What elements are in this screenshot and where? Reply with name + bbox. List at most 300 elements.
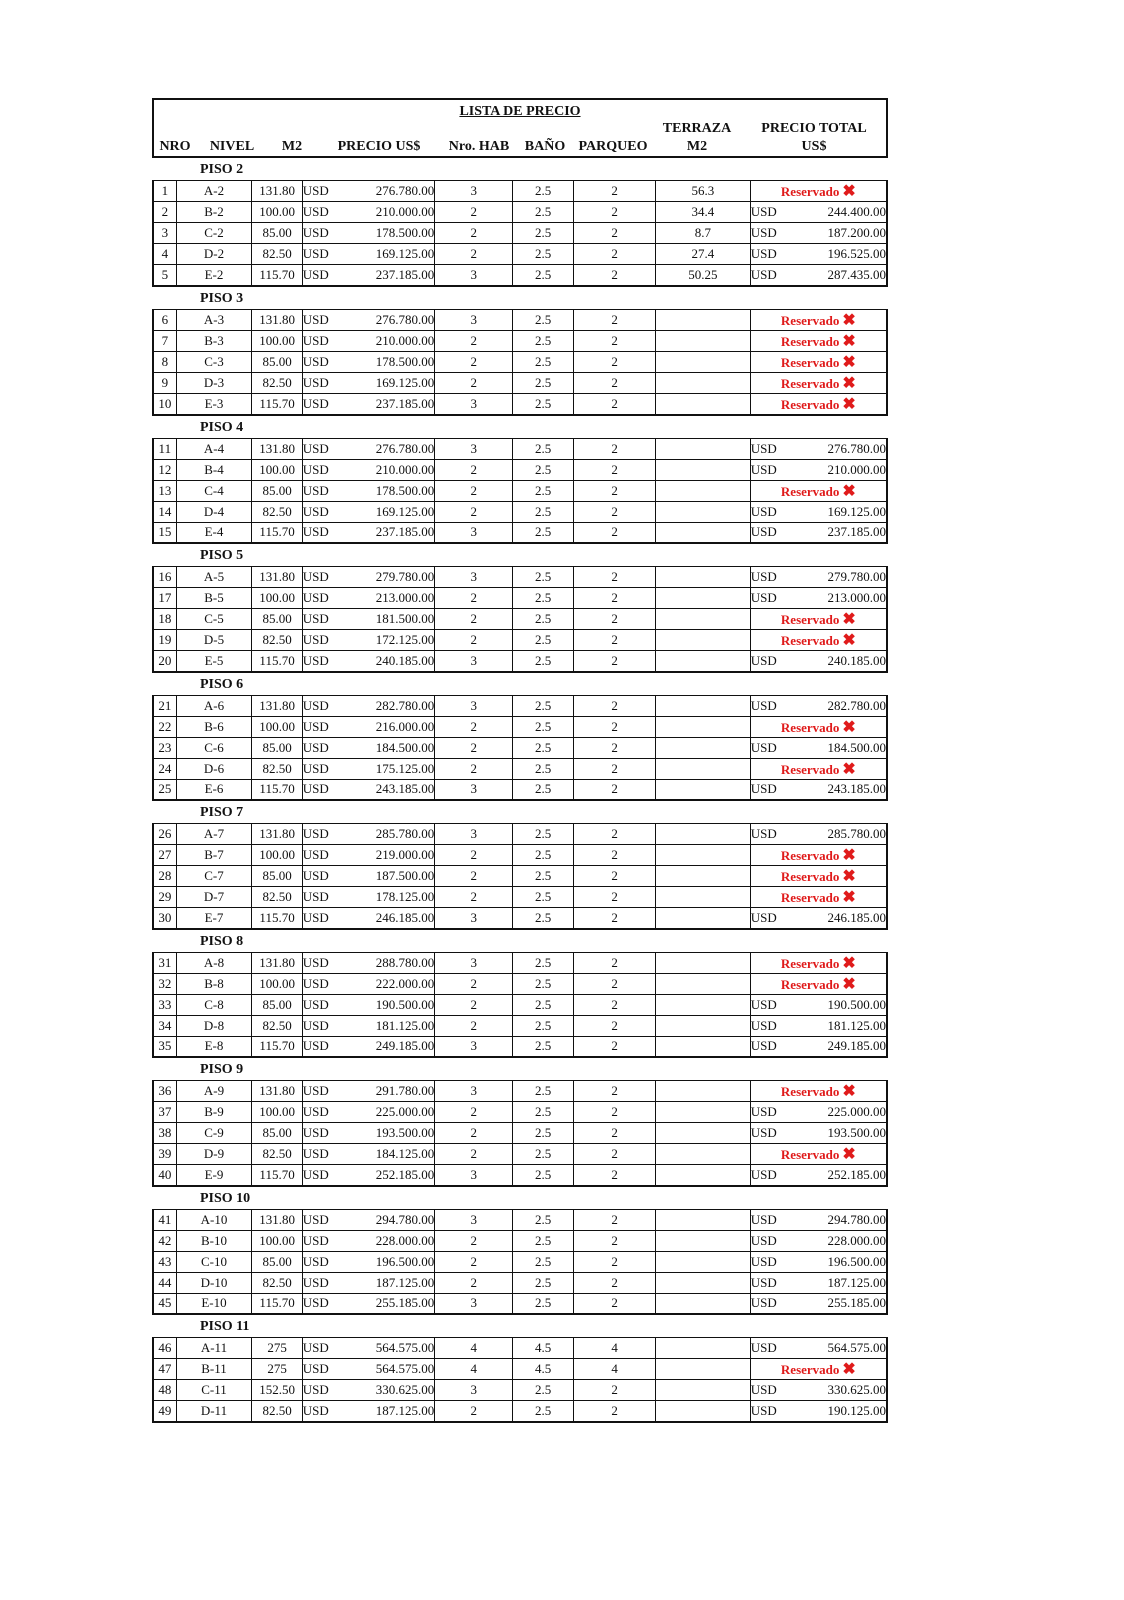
price-amount: 276.780.00	[375, 311, 435, 327]
header-total-line2: US$	[801, 139, 827, 154]
cell-parqueo: 2	[574, 695, 656, 716]
cell-precio	[302, 1144, 434, 1165]
cell-bano: 2.5	[513, 330, 574, 351]
cell-parqueo: 2	[574, 522, 656, 543]
cell-bano: 2.5	[513, 609, 574, 630]
price-amount: 279.780.00	[375, 569, 435, 584]
cell-terraza	[656, 522, 751, 543]
cell-parqueo: 2	[574, 1123, 656, 1144]
floor-label: PISO 2	[200, 162, 244, 177]
cell-m2: 131.80	[252, 695, 302, 716]
cell-total-reserved	[750, 480, 887, 501]
cell-precio	[302, 1081, 434, 1102]
cell-nro: 4	[153, 244, 176, 265]
cell-parqueo: 4	[574, 1338, 656, 1359]
cell-m2: 85.00	[252, 223, 302, 244]
cell-nro: 22	[153, 716, 176, 737]
cell-hab: 2	[435, 1102, 513, 1123]
cell-m2: 131.80	[252, 567, 302, 588]
cell-precio	[302, 973, 434, 994]
cell-hab: 2	[435, 1144, 513, 1165]
cell-hab: 3	[435, 181, 513, 202]
cell-bano: 2.5	[513, 824, 574, 845]
cell-precio	[302, 695, 434, 716]
cell-total-reserved	[750, 330, 887, 351]
cell-terraza	[656, 716, 751, 737]
table-row	[153, 1272, 887, 1293]
cell-hab: 3	[435, 1165, 513, 1186]
cell-total	[750, 1102, 887, 1123]
cell-terraza	[656, 1081, 751, 1102]
cell-bano: 2.5	[513, 351, 574, 372]
cell-precio	[302, 779, 434, 800]
cell-total-reserved	[750, 1359, 887, 1380]
table-row	[153, 1081, 887, 1102]
cell-terraza: 34.4	[656, 202, 751, 223]
cell-bano: 2.5	[513, 758, 574, 779]
price-amount: 210.000.00	[375, 332, 435, 348]
cell-m2: 85.00	[252, 994, 302, 1015]
cell-m2: 115.70	[252, 265, 302, 286]
cell-m2: 82.50	[252, 372, 302, 393]
table-row	[153, 651, 887, 672]
cell-bano: 2.5	[513, 1144, 574, 1165]
cell-total	[750, 1401, 887, 1422]
cell-total	[750, 1272, 887, 1293]
price-amount: 178.500.00	[375, 353, 435, 369]
close-icon: ✖	[842, 353, 856, 371]
cell-bano: 2.5	[513, 1230, 574, 1251]
cell-nivel: D-7	[176, 887, 252, 908]
cell-parqueo: 2	[574, 1015, 656, 1036]
cell-hab: 2	[435, 351, 513, 372]
cell-total	[750, 994, 887, 1015]
cell-bano: 2.5	[513, 181, 574, 202]
price-amount: 190.500.00	[375, 996, 435, 1012]
cell-m2: 115.70	[252, 1293, 302, 1314]
cell-bano: 4.5	[513, 1359, 574, 1380]
cell-nro: 23	[153, 737, 176, 758]
currency-label: USD	[750, 909, 777, 925]
cell-nivel: E-7	[176, 908, 252, 929]
cell-bano: 2.5	[513, 845, 574, 866]
cell-hab: 2	[435, 1272, 513, 1293]
cell-nro: 19	[153, 630, 176, 651]
reserved-label: Reservado	[780, 333, 840, 349]
cell-terraza	[656, 1123, 751, 1144]
cell-parqueo: 2	[574, 1036, 656, 1057]
cell-nivel: A-6	[176, 695, 252, 716]
total-amount: 196.500.00	[827, 1253, 886, 1269]
currency-label: USD	[302, 246, 329, 261]
cell-precio	[302, 309, 434, 330]
currency-label: USD	[302, 652, 329, 668]
cell-hab: 3	[435, 393, 513, 415]
cell-hab: 2	[435, 202, 513, 223]
cell-hab: 2	[435, 244, 513, 265]
cell-nro: 1	[153, 181, 176, 202]
cell-bano: 4.5	[513, 1338, 574, 1359]
cell-terraza	[656, 393, 751, 415]
currency-label: USD	[302, 353, 329, 369]
cell-total-reserved	[750, 181, 887, 202]
cell-nro: 49	[153, 1401, 176, 1422]
cell-precio	[302, 223, 434, 244]
cell-terraza	[656, 824, 751, 845]
price-amount: 196.500.00	[375, 1253, 435, 1269]
cell-total-reserved	[750, 351, 887, 372]
cell-parqueo: 2	[574, 309, 656, 330]
cell-precio	[302, 1165, 434, 1186]
cell-terraza	[656, 1338, 751, 1359]
cell-nivel: D-5	[176, 630, 252, 651]
cell-hab: 4	[435, 1338, 513, 1359]
cell-parqueo: 4	[574, 1359, 656, 1380]
cell-m2: 82.50	[252, 501, 302, 522]
cell-terraza	[656, 779, 751, 800]
floor-table	[152, 695, 888, 802]
price-amount: 210.000.00	[375, 461, 435, 477]
floor-label: PISO 10	[200, 1190, 251, 1206]
price-amount: 184.125.00	[375, 1146, 435, 1161]
cell-m2: 275	[252, 1359, 302, 1380]
cell-terraza	[656, 887, 751, 908]
cell-parqueo: 2	[574, 1293, 656, 1314]
price-amount: 219.000.00	[375, 847, 435, 862]
cell-nivel: E-5	[176, 651, 252, 672]
cell-total	[750, 737, 887, 758]
cell-total	[750, 1380, 887, 1401]
header-terraza	[652, 120, 742, 156]
price-amount: 285.780.00	[375, 826, 435, 841]
total-amount: 193.500.00	[827, 1125, 886, 1140]
cell-bano: 2.5	[513, 952, 574, 973]
cell-bano: 2.5	[513, 501, 574, 522]
table-row	[153, 1401, 887, 1422]
table-row	[153, 1359, 887, 1380]
currency-label: USD	[302, 1211, 329, 1227]
cell-parqueo: 2	[574, 1209, 656, 1230]
header-precio: PRECIO US$	[337, 139, 421, 154]
cell-m2: 82.50	[252, 1015, 302, 1036]
close-icon: ✖	[842, 1361, 856, 1378]
cell-nro: 3	[153, 223, 176, 244]
currency-label: USD	[750, 1017, 777, 1033]
cell-precio	[302, 351, 434, 372]
cell-m2: 82.50	[252, 887, 302, 908]
total-amount: 187.200.00	[827, 225, 886, 240]
currency-label: USD	[302, 996, 329, 1012]
table-row	[153, 779, 887, 800]
cell-nro: 24	[153, 758, 176, 779]
cell-bano: 2.5	[513, 522, 574, 543]
cell-total	[750, 908, 887, 929]
reserved-label: Reservado	[780, 890, 840, 905]
price-amount: 246.185.00	[375, 909, 435, 925]
cell-terraza	[656, 567, 751, 588]
cell-m2: 131.80	[252, 952, 302, 973]
cell-m2: 85.00	[252, 866, 302, 887]
table-row	[153, 181, 887, 202]
header-nivel: NIVEL	[209, 139, 255, 154]
total-amount: 276.780.00	[827, 440, 886, 456]
cell-total	[750, 567, 887, 588]
cell-hab: 4	[435, 1359, 513, 1380]
cell-parqueo: 2	[574, 244, 656, 265]
currency-label: USD	[302, 204, 329, 219]
currency-label: USD	[302, 1104, 329, 1119]
cell-precio	[302, 181, 434, 202]
cell-hab: 2	[435, 758, 513, 779]
currency-label: USD	[302, 739, 329, 755]
close-icon: ✖	[842, 632, 856, 649]
cell-m2: 115.70	[252, 1165, 302, 1186]
floor-label: PISO 11	[200, 1319, 250, 1334]
close-icon: ✖	[842, 374, 856, 392]
price-amount: 237.185.00	[375, 524, 435, 540]
cell-m2: 85.00	[252, 1123, 302, 1144]
currency-label: USD	[302, 868, 329, 883]
cell-parqueo: 2	[574, 1272, 656, 1293]
currency-label: USD	[750, 1166, 777, 1182]
cell-bano: 2.5	[513, 309, 574, 330]
cell-bano: 2.5	[513, 1293, 574, 1314]
reserved-label: Reservado	[780, 869, 840, 884]
cell-m2: 85.00	[252, 351, 302, 372]
cell-nivel: B-7	[176, 845, 252, 866]
table-row	[153, 1102, 887, 1123]
floor-label: PISO 8	[200, 933, 244, 949]
cell-total-reserved	[750, 309, 887, 330]
cell-bano: 2.5	[513, 588, 574, 609]
cell-bano: 2.5	[513, 994, 574, 1015]
table-row	[153, 588, 887, 609]
cell-precio	[302, 994, 434, 1015]
cell-nivel: D-3	[176, 372, 252, 393]
table-row	[153, 501, 887, 522]
table-row	[153, 567, 887, 588]
cell-m2: 131.80	[252, 181, 302, 202]
cell-parqueo: 2	[574, 758, 656, 779]
currency-label: USD	[302, 975, 329, 991]
price-amount: 187.125.00	[375, 1402, 435, 1418]
cell-terraza	[656, 351, 751, 372]
table-row	[153, 952, 887, 973]
cell-parqueo: 2	[574, 952, 656, 973]
cell-terraza	[656, 480, 751, 501]
cell-m2: 100.00	[252, 1230, 302, 1251]
close-icon: ✖	[842, 1146, 856, 1163]
cell-total	[750, 459, 887, 480]
total-amount: 564.575.00	[827, 1340, 886, 1355]
currency-label: USD	[750, 1211, 777, 1227]
cell-nro: 28	[153, 866, 176, 887]
cell-precio	[302, 824, 434, 845]
price-amount: 178.500.00	[375, 482, 435, 498]
table-row	[153, 845, 887, 866]
currency-label: USD	[750, 826, 777, 841]
cell-precio	[302, 1293, 434, 1314]
cell-total	[750, 438, 887, 459]
price-amount: 288.780.00	[375, 954, 435, 970]
cell-precio	[302, 716, 434, 737]
table-row	[153, 994, 887, 1015]
cell-terraza	[656, 501, 751, 522]
currency-label: USD	[302, 590, 329, 605]
cell-precio	[302, 501, 434, 522]
total-amount: 210.000.00	[827, 461, 886, 477]
cell-nro: 26	[153, 824, 176, 845]
currency-label: USD	[302, 1402, 329, 1418]
total-amount: 228.000.00	[827, 1232, 886, 1248]
cell-nro: 48	[153, 1380, 176, 1401]
cell-bano: 2.5	[513, 651, 574, 672]
currency-label: USD	[302, 1017, 329, 1033]
table-row	[153, 330, 887, 351]
cell-nivel: E-8	[176, 1036, 252, 1057]
cell-hab: 2	[435, 1123, 513, 1144]
currency-label: USD	[302, 1340, 329, 1355]
price-amount: 294.780.00	[375, 1211, 435, 1227]
currency-label: USD	[302, 826, 329, 841]
cell-nro: 47	[153, 1359, 176, 1380]
currency-label: USD	[302, 781, 329, 797]
cell-nro: 2	[153, 202, 176, 223]
table-row	[153, 1338, 887, 1359]
cell-precio	[302, 737, 434, 758]
table-row	[153, 1015, 887, 1036]
reserved-label: Reservado	[780, 976, 840, 992]
total-amount: 244.400.00	[827, 204, 886, 219]
total-amount: 294.780.00	[827, 1211, 886, 1227]
cell-parqueo: 2	[574, 372, 656, 393]
cell-nivel: A-3	[176, 309, 252, 330]
cell-bano: 2.5	[513, 1401, 574, 1422]
cell-parqueo: 2	[574, 501, 656, 522]
cell-terraza	[656, 459, 751, 480]
cell-bano: 2.5	[513, 480, 574, 501]
total-amount: 285.780.00	[827, 826, 886, 841]
floor-label: PISO 3	[200, 290, 244, 306]
cell-nro: 41	[153, 1209, 176, 1230]
cell-parqueo: 2	[574, 181, 656, 202]
table-row	[153, 758, 887, 779]
cell-precio	[302, 1230, 434, 1251]
cell-parqueo: 2	[574, 651, 656, 672]
reserved-label: Reservado	[780, 396, 840, 412]
cell-nro: 16	[153, 567, 176, 588]
cell-hab: 2	[435, 866, 513, 887]
cell-m2: 131.80	[252, 438, 302, 459]
cell-m2: 131.80	[252, 1081, 302, 1102]
cell-bano: 2.5	[513, 372, 574, 393]
cell-total	[750, 202, 887, 223]
table-row	[153, 737, 887, 758]
cell-nivel: C-9	[176, 1123, 252, 1144]
cell-precio	[302, 1251, 434, 1272]
cell-precio	[302, 1380, 434, 1401]
price-amount: 216.000.00	[375, 718, 435, 734]
cell-terraza	[656, 973, 751, 994]
cell-parqueo: 2	[574, 630, 656, 651]
cell-bano: 2.5	[513, 866, 574, 887]
cell-m2: 85.00	[252, 1251, 302, 1272]
cell-precio	[302, 1209, 434, 1230]
price-amount: 187.500.00	[375, 868, 435, 883]
cell-terraza	[656, 372, 751, 393]
table-row	[153, 265, 887, 286]
cell-terraza	[656, 737, 751, 758]
page-title: LISTA DE PRECIO	[459, 104, 581, 119]
cell-parqueo: 2	[574, 973, 656, 994]
cell-parqueo: 2	[574, 1165, 656, 1186]
cell-nivel: D-10	[176, 1272, 252, 1293]
cell-precio	[302, 1338, 434, 1359]
floor-label: PISO 4	[200, 419, 244, 435]
currency-label: USD	[750, 1125, 777, 1140]
cell-hab: 2	[435, 459, 513, 480]
total-amount: 181.125.00	[827, 1017, 886, 1033]
cell-hab: 2	[435, 330, 513, 351]
cell-nro: 8	[153, 351, 176, 372]
cell-terraza	[656, 1380, 751, 1401]
reserved-label: Reservado	[780, 1084, 840, 1099]
cell-bano: 2.5	[513, 1036, 574, 1057]
cell-terraza	[656, 1230, 751, 1251]
table-row	[153, 824, 887, 845]
cell-nivel: A-11	[176, 1338, 252, 1359]
cell-bano: 2.5	[513, 1081, 574, 1102]
cell-total	[750, 1015, 887, 1036]
currency-label: USD	[302, 1083, 329, 1098]
cell-nivel: C-3	[176, 351, 252, 372]
cell-hab: 3	[435, 567, 513, 588]
cell-terraza	[656, 908, 751, 929]
cell-nro: 5	[153, 265, 176, 286]
header-bano: BAÑO	[524, 139, 566, 154]
cell-nivel: A-4	[176, 438, 252, 459]
cell-total-reserved	[750, 758, 887, 779]
cell-precio	[302, 522, 434, 543]
cell-total-reserved	[750, 393, 887, 415]
cell-hab: 2	[435, 609, 513, 630]
close-icon: ✖	[842, 395, 856, 413]
cell-hab: 3	[435, 824, 513, 845]
price-amount: 237.185.00	[375, 266, 435, 282]
currency-label: USD	[302, 760, 329, 776]
total-amount: 243.185.00	[827, 781, 886, 797]
cell-m2: 100.00	[252, 459, 302, 480]
total-amount: 240.185.00	[827, 652, 886, 668]
cell-bano: 2.5	[513, 779, 574, 800]
cell-precio	[302, 1036, 434, 1057]
floor-label: PISO 5	[200, 548, 244, 563]
cell-nivel: C-5	[176, 609, 252, 630]
cell-nro: 42	[153, 1230, 176, 1251]
cell-parqueo: 2	[574, 908, 656, 929]
cell-nivel: E-4	[176, 522, 252, 543]
cell-hab: 2	[435, 737, 513, 758]
header-total	[742, 120, 886, 156]
floor-table	[152, 823, 888, 930]
cell-parqueo: 2	[574, 609, 656, 630]
cell-total	[750, 651, 887, 672]
table-row	[153, 459, 887, 480]
cell-bano: 2.5	[513, 459, 574, 480]
currency-label: USD	[302, 1382, 329, 1397]
currency-label: USD	[750, 1340, 777, 1355]
cell-m2: 82.50	[252, 244, 302, 265]
